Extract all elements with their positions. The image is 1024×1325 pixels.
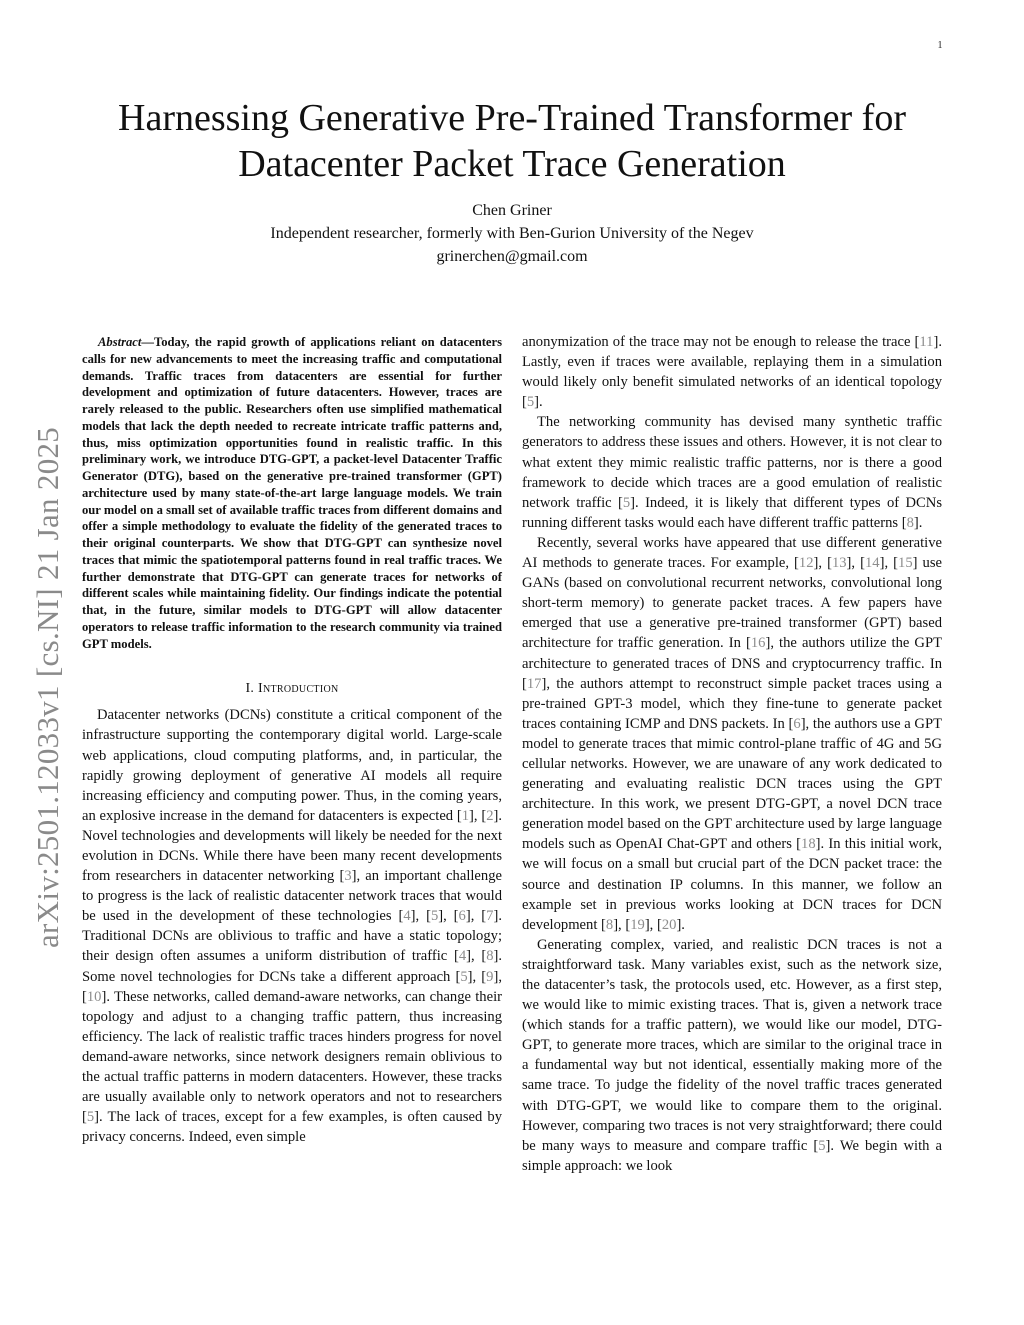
- citation-link[interactable]: 15: [898, 555, 913, 572]
- citation-link[interactable]: 20: [661, 916, 677, 933]
- paragraph-text: ], [: [644, 916, 662, 933]
- paper-title: [60, 95, 964, 187]
- author-block: [100, 199, 924, 268]
- paragraph-text: ], [: [466, 948, 487, 965]
- body-paragraph: [82, 705, 502, 1147]
- paragraph-text: ], an important challenge to progress is the lack of realistic datacenter network traces that would be used in the development of these technologies [: [82, 868, 502, 925]
- abstract-lead: Abstract: [98, 335, 142, 349]
- citation-link[interactable]: 5: [430, 908, 439, 925]
- paragraph-text: ]. Lastly, even if traces were available, replaying them in a simulation would likely only benefit simulated networks of an identical topology [: [522, 334, 942, 411]
- paragraph-text: Recently, several works have appeared that use different generative AI methods to generate traces. For example, [: [522, 534, 942, 572]
- paragraph-text: ].: [676, 916, 685, 933]
- paragraph-text: ], [: [613, 916, 631, 933]
- paragraph-text: ], the authors attempt to reconstruct simple packet traces using a pre-trained GPT-3 model, which they fine-tune to generate packet traces containing ICMP and DNS packets. In [: [522, 675, 942, 732]
- citation-link[interactable]: 13: [831, 555, 847, 572]
- title-line: Harnessing Generative Pre-Trained Transformer for: [118, 97, 906, 139]
- paragraph-text: ]. We begin with a simple approach: we look: [522, 1137, 942, 1174]
- citation-link[interactable]: 17: [526, 675, 542, 692]
- paragraph-text: Generating complex, varied, and realistic DCN traces is not a straightforward task. Many variables exist, such as the network size, the datacenter’s task, the protocols used, etc. However, as a first step, we would like to mimic existing traces. That is, given a network trace (which stands for a traffic pattern), we would like our model, DTG-GPT, to generate more traces, which are similar to the original trace in a fundamental way but not identical, essentially making more of the same trace. To judge the fidelity of the novel traffic traces generated with DTG-GPT, we would like to compare them to the original. However, comparing two traces is not very straightforward; there could be many ways to measure and compare traffic [: [522, 936, 942, 1154]
- paragraph-text: ], [: [813, 555, 832, 572]
- citation-link[interactable]: 1: [461, 807, 470, 824]
- paragraph-text: ].: [534, 394, 543, 411]
- paragraph-text: ] use GANs (based on convolutional recurrent networks, convolutional long short-term memory) to generate packet traces. A few papers have emerged that use a generative pre-trained transformer (GPT) based architecture for traffic generation. In [: [522, 555, 942, 652]
- citation-link[interactable]: 5: [460, 968, 468, 985]
- citation-link[interactable]: 8: [486, 948, 494, 965]
- section-title: Introduction: [258, 681, 339, 697]
- citation-link[interactable]: 4: [458, 948, 467, 965]
- arxiv-watermark: arXiv:2501.12033v1 [cs.NI] 21 Jan 2025: [30, 426, 65, 948]
- page-number: 1: [937, 40, 943, 51]
- paragraph-text: ]. Some novel technologies for DCNs take a different approach [: [82, 948, 502, 985]
- citation-link[interactable]: 6: [458, 908, 466, 925]
- paragraph-text: ], [: [846, 555, 865, 572]
- citation-link[interactable]: 5: [526, 394, 535, 411]
- paragraph-text: ]. Traditional DCNs are oblivious to traffic and have a static topology; their design often assumes a uniform distribution of traffic [: [82, 908, 502, 965]
- citation-link[interactable]: 16: [750, 635, 766, 652]
- citation-link[interactable]: 11: [919, 334, 934, 350]
- citation-link[interactable]: 5: [818, 1137, 826, 1154]
- paragraph-text: anonymization of the trace may not be enough to release the trace [: [522, 334, 920, 350]
- paragraph-text: ]. Indeed, it is likely that different types of DCNs running different tasks would each have different traffic patterns [: [522, 494, 942, 531]
- title-line: Datacenter Packet Trace Generation: [238, 143, 786, 185]
- author-affiliation: Independent researcher, formerly with Ben-Gurion University of the Negev: [270, 225, 754, 242]
- paragraph-text: ]. Novel technologies and developments will likely be needed for the next evolution in DCNs. While there have been many recent developments from researchers in datacenter networking [: [82, 807, 502, 885]
- citation-link[interactable]: 12: [798, 555, 814, 572]
- section-numeral: I.: [245, 681, 259, 697]
- right-body-text: [522, 332, 942, 1176]
- citation-link[interactable]: 8: [605, 916, 614, 933]
- left-body-text: [82, 705, 502, 1147]
- paragraph-text: ]. In this initial work, we will focus on a small but crucial part of the DCN packet trace: the source and destination IP columns. In this manner, we follow an example set in previous works looking at DCN traces for DCN development [: [522, 836, 942, 933]
- citation-link[interactable]: 9: [486, 968, 494, 985]
- citation-link[interactable]: 14: [864, 555, 880, 572]
- citation-link[interactable]: 19: [630, 916, 645, 933]
- author-name: Chen Griner: [472, 202, 552, 219]
- abstract: [82, 334, 502, 652]
- body-paragraph: [522, 533, 942, 935]
- paragraph-text: ], [: [469, 807, 487, 824]
- citation-link[interactable]: 10: [86, 988, 102, 1005]
- paragraph-text: ]. These networks, called demand-aware networks, can change their topology and adjust to a changing traffic pattern, thus increasing efficiency. The lack of realistic traffic traces hinders progress for novel demand-aware networks, since network designers remain oblivious to the actual traffic patterns in modern datacenters. However, these tracks are usually available only to network operators and not to researchers [: [82, 988, 502, 1126]
- citation-link[interactable]: 5: [86, 1109, 95, 1126]
- paragraph-text: ]. The lack of traces, except for a few examples, is often caused by privacy concerns. Indeed, even simple: [82, 1109, 502, 1146]
- section-heading-introduction: [82, 679, 502, 699]
- paragraph-text: ], [: [879, 555, 899, 572]
- citation-link[interactable]: 4: [403, 908, 411, 925]
- citation-link[interactable]: 2: [486, 807, 494, 824]
- paragraph-text: The networking community has devised many synthetic traffic generators to address these issues and others. However, it is not clear to what extent they mimic realistic traffic patterns, nor is there a good framework to decide which traces are a good emulation of realistic network traffic [: [522, 414, 942, 511]
- right-column: [522, 332, 942, 1176]
- paragraph-text: ], [: [465, 908, 487, 925]
- paragraph-text: ], [: [438, 908, 459, 925]
- citation-link[interactable]: 6: [793, 715, 801, 732]
- paragraph-text: ], [: [467, 968, 487, 985]
- citation-link[interactable]: 18: [801, 836, 816, 853]
- paragraph-text: ], [: [410, 908, 431, 925]
- paragraph-text: ].: [913, 514, 923, 531]
- paragraph-text: ], the authors use a GPT model to generate traces that mimic control-plane traffic of 4G and 5G cellular networks. However, we are unaware of any work dedicated to generating and evaluating realistic DCN traces using the GPT architecture. In this work, we present DTG-GPT, a novel DCN trace generation model based on the GPT architecture used by large language models such as OpenAI Chat-GPT and others [: [522, 715, 942, 853]
- citation-link[interactable]: 5: [622, 494, 631, 511]
- citation-link[interactable]: 7: [486, 908, 494, 925]
- paragraph-text: ], [: [82, 968, 502, 1005]
- abstract-text: Today, the rapid growth of applications reliant on datacenters calls for new advancements to meet the increasing traffic and computational demands. Traffic traces from datacenters are essential for further development and optimization of future datacenters. However, traces are rarely released to the public. Researchers often use simplified mathematical models that lack the depth needed to recreate intricate traffic patterns and, thus, miss optimization opportunities found in realistic traffic. In this preliminary work, we introduce DTG-GPT, a packet-level Datacenter Traffic Generator (DTG), based on the generative pre-trained transformer (GPT) architecture used by many state-of-the-art large language models. We train our model on a small set of available traffic traces from different domains and offer a simple methodology to evaluate the fidelity of the generated traces to their original counterparts. We show that DTG-GPT can synthesize novel traces that mimic the spatiotemporal patterns found in real traffic traces. We further demonstrate that DTG-GPT can generate traces for networks of different scales while maintaining fidelity. Our findings indicate the potential that, in the future, similar models to DTG-GPT will allow datacenter operators to release traffic information to the research community via trained GPT models.: [82, 335, 502, 651]
- citation-link[interactable]: 3: [344, 868, 352, 885]
- abstract-dash: —: [141, 335, 154, 349]
- author-email: grinerchen@gmail.com: [436, 248, 588, 265]
- body-paragraph: [522, 935, 942, 1176]
- paragraph-text: ], the authors utilize the GPT architecture to generated traces of DNS and cryptocurrency traffic. In [: [522, 635, 942, 692]
- citation-link[interactable]: 8: [906, 514, 914, 531]
- left-column: [82, 334, 502, 1147]
- body-paragraph: [522, 412, 942, 533]
- paragraph-text: Datacenter networks (DCNs) constitute a critical component of the infrastructure supporting the contemporary digital world. Large-scale web applications, cloud computing platforms, and, in particular, the rapidly growing deployment of generative AI models all require increasing efficiency and computing power. Thus, in the coming years, an explosive increase in the demand for datacenters is expected [: [82, 707, 502, 824]
- body-paragraph: [522, 332, 942, 412]
